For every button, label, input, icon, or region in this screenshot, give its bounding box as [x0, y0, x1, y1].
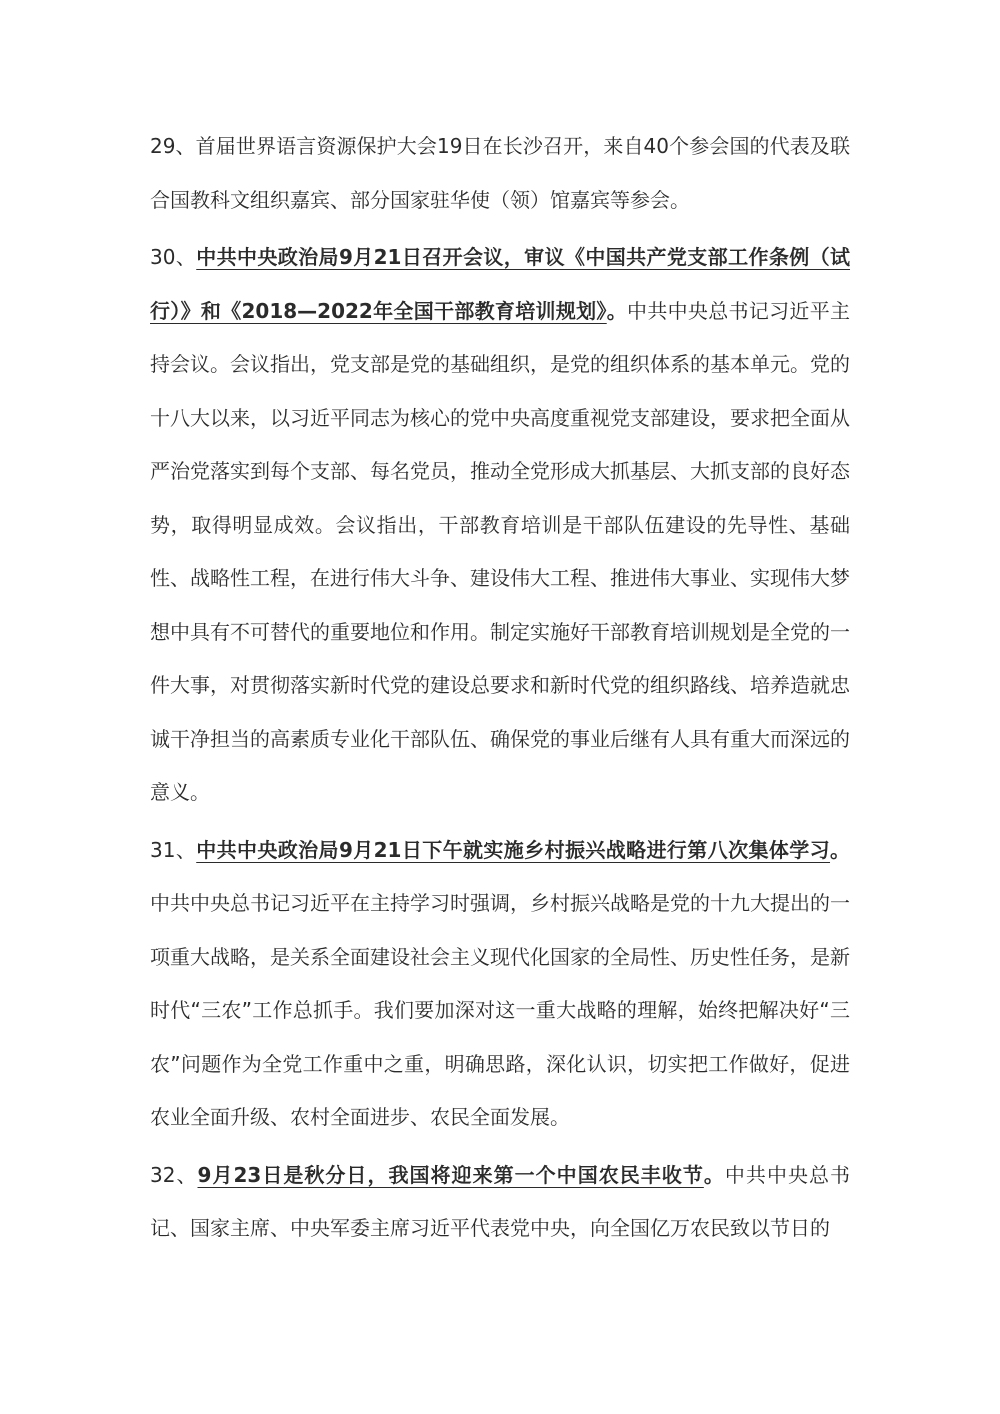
paragraph-body: 中共中央总书记习近平在主持学习时强调，乡村振兴战略是党的十九大提出的一项重大战略，是关系全面建设社会主义现代化国家的全局性、历史性任务，是新时代“三农”工作总抓手。我们要加深对这一重大战略的理解，始终把解决好“三农”问题作为全党工作重中之重，明确思路，深化认识，切实把工作做好，促进农业全面升级、农村全面进步、农民全面发展。: [150, 891, 850, 1129]
paragraph-30: [150, 231, 850, 820]
item-number: 30、: [150, 245, 197, 269]
paragraph-29: [150, 120, 850, 227]
item-number: 32、: [150, 1162, 198, 1187]
headline-end-mark: 。: [703, 1162, 725, 1187]
headline-end-mark: 。: [606, 298, 628, 323]
paragraph-32: [150, 1149, 850, 1256]
paragraph-headline: 中共中央政治局9月21日召开会议，审议《中国共产党支部工作条例（试行）》和《2018—2022年全国干部教育培训规划》: [150, 245, 851, 323]
headline-end-mark: 。: [830, 837, 851, 862]
paragraph-body: 中共中央总书记习近平主持会议。会议指出，党支部是党的基础组织，是党的组织体系的基本单元。党的十八大以来，以习近平同志为核心的党中央高度重视党支部建设，要求把全面从严治党落实到每个支部、每名党员，推动全党形成大抓基层、大抓支部的良好态势，取得明显成效。会议指出，干部教育培训是干部队伍建设的先导性、基础性、战略性工程，在进行伟大斗争、建设伟大工程、推进伟大事业、实现伟大梦想中具有不可替代的重要地位和作用。制定实施好干部教育培训规划是全党的一件大事，对贯彻落实新时代党的建设总要求和新时代党的组织路线、培养造就忠诚干净担当的高素质专业化干部队伍、确保党的事业后继有人具有重大而深远的意义。: [150, 298, 851, 804]
paragraph-headline: 中共中央政治局9月21日下午就实施乡村振兴战略进行第八次集体学习: [196, 837, 831, 862]
paragraph-body: 首届世界语言资源保护大会19日在长沙召开，来自40个参会国的代表及联合国教科文组织嘉宾、部分国家驻华使（领）馆嘉宾等参会。: [150, 134, 850, 212]
paragraph-body: 中共中央总书记、国家主席、中央军委主席习近平代表党中央，向全国亿万农民致以节日的: [150, 1162, 851, 1240]
item-number: 31、: [150, 837, 197, 862]
document-page: [150, 120, 850, 1260]
item-number: 29、: [150, 134, 196, 158]
paragraph-31: [150, 824, 850, 1145]
paragraph-headline: 9月23日是秋分日，我国将迎来第一个中国农民丰收节: [197, 1162, 704, 1187]
